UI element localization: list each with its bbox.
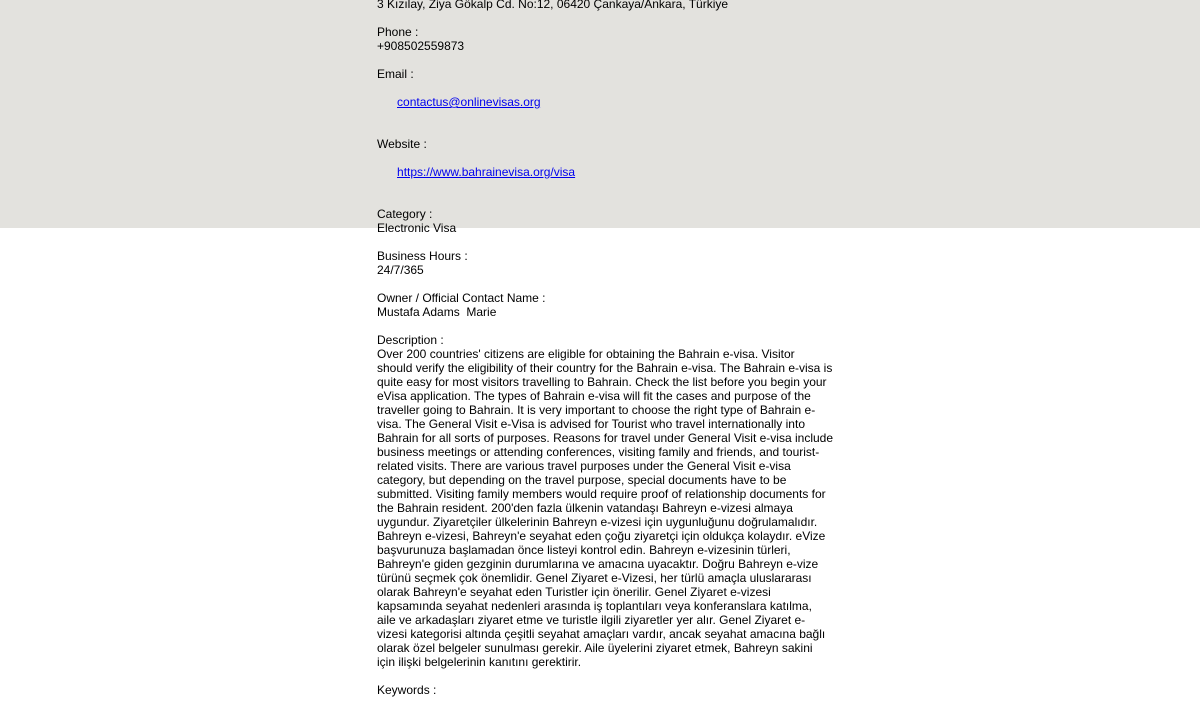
listing-details: [377, 0, 833, 711]
field-category: [377, 207, 833, 235]
website-link[interactable]: https://www.bahrainevisa.org/visa: [397, 165, 576, 179]
category-label: Category :: [377, 207, 433, 221]
phone-value: +908502559873: [377, 39, 465, 53]
keywords-label: Keywords :: [377, 683, 437, 697]
business-hours-value: 24/7/365: [377, 263, 424, 277]
website-label: Website :: [377, 137, 427, 151]
description-label: Description :: [377, 333, 444, 347]
field-website: [377, 137, 833, 193]
field-phone: [377, 25, 833, 53]
address-value: 3 Kızılay, Ziya Gökalp Cd. No:12, 06420 Çankaya/Ankara, Türkiye: [377, 0, 729, 11]
business-hours-label: Business Hours :: [377, 249, 468, 263]
owner-contact-name-value: Mustafa Adams Marie: [377, 305, 497, 319]
field-business-hours: [377, 249, 833, 277]
phone-label: Phone :: [377, 25, 419, 39]
email-link[interactable]: contactus@onlinevisas.org: [397, 95, 541, 109]
field-email: [377, 67, 833, 123]
field-address: [377, 0, 833, 11]
field-owner-contact-name: [377, 291, 833, 319]
email-label: Email :: [377, 67, 414, 81]
field-description: [377, 333, 833, 669]
owner-contact-name-label: Owner / Official Contact Name :: [377, 291, 546, 305]
description-value: Over 200 countries' citizens are eligible for obtaining the Bahrain e-visa. Visitor should verify the eligibility of their country for the Bahrain e-visa. The Bahrain e-visa is quite easy for most visitors travelling to Bahrain. Check the list before you begin your eVisa application. The types of Bahrain e-visa will fit the cases and purpose of the traveller going to Bahrain. It is very important to choose the right type of Bahrain e-visa. The General Visit e-Visa is advised for Tourist who travel internationally into Bahrain for all sorts of purposes. Reasons for travel under General Visit e-visa include business meetings or attending conferences, visiting family and friends, and tourist-related visits. There are various travel purposes under the General Visit e-visa category, but depending on the travel purpose, special documents have to be submitted. Visiting family members would require proof of relationship documents for the Bahrain resident. 200'den fazla ülkenin vatandaşı Bahreyn e-vizesi almaya uygundur. Ziyaretçiler ülkelerinin Bahreyn e-vizesi için uygunluğunu doğrulamalıdır. Bahreyn e-vizesi, Bahreyn'e seyahat eden çoğu ziyaretçi için oldukça kolaydır. eVize başvurunuza başlamadan önce listeyi kontrol edin. Bahreyn e-vizesinin türleri, Bahreyn'e giden gezginin durumlarına ve amacına uyacaktır. Doğru Bahreyn e-vize türünü seçmek çok önemlidir. Genel Ziyaret e-Vizesi, her türlü amaçla uluslararası olarak Bahreyn'e seyahat eden Turistler için önerilir. Genel Ziyaret e-vizesi kapsamında seyahat nedenleri arasında iş toplantıları veya konferanslara katılma, aile ve arkadaşları ziyaret etme ve turistle ilgili ziyaretler yer alır. Genel Ziyaret e-vizesi kategorisi altında çeşitli seyahat amaçları vardır, ancak seyahat amacına bağlı olarak özel belgeler sunulması gerekir. Aile üyelerini ziyaret etmek, Bahreyn sakini için ilişki belgelerinin kanıtını gerektirir.: [377, 347, 834, 669]
category-value: Electronic Visa: [377, 221, 457, 235]
field-keywords: [377, 683, 833, 697]
